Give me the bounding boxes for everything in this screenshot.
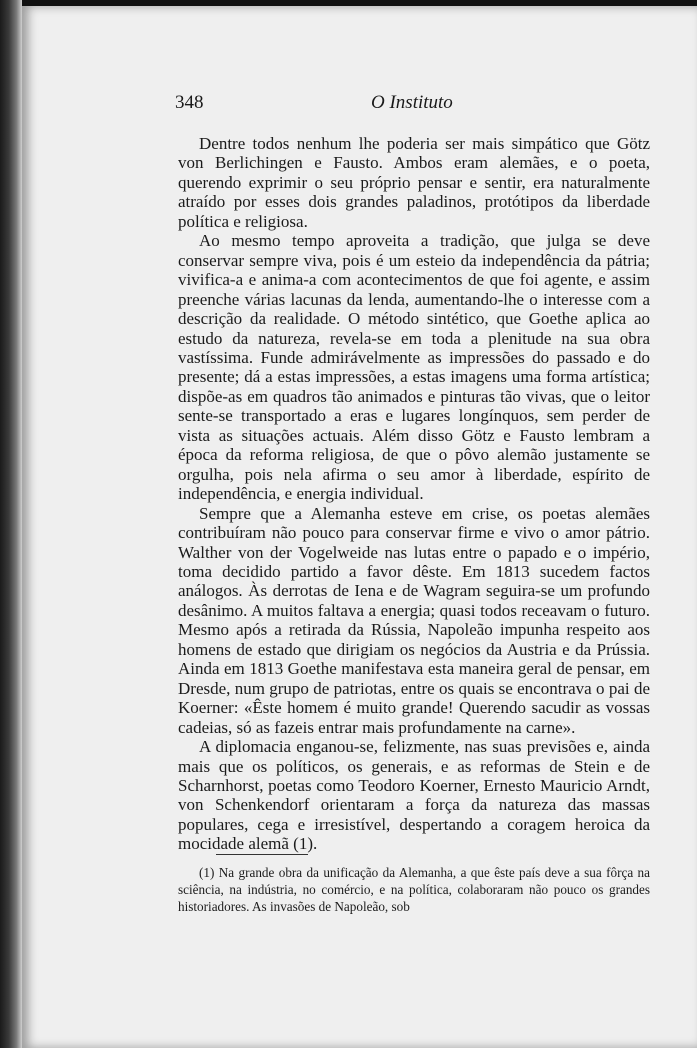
book-page	[22, 6, 697, 1048]
footnote: (1) Na grande obra da unificação da Alemanha, a que êste país deve a sua fôrça na sciência, na indústria, no comércio, e na política, colaboraram não pouco os grandes historiadores. As invasões de Napoleão, sob	[178, 865, 650, 914]
paragraph: A diplomacia enganou-se, felizmente, nas suas previsões e, ainda mais que os políticos, os generais, e as reformas de Stein e de Scharnhorst, poetas como Teodoro Koerner, Ernesto Mauricio Arndt, von Schenkendorf orientaram a força da natureza das massas populares, cega e irresistível, despertando a coragem heroica da mocidade alemã (1).	[178, 737, 650, 854]
body-text	[178, 134, 650, 854]
book-spine-shadow	[0, 0, 22, 1048]
paragraph: Sempre que a Alemanha esteve em crise, os poetas alemães contribuíram não pouco para conservar firme e vivo o amor pátrio. Walther von der Vogelweide nas lutas entre o papado e o império, toma decidido partido a favor dêste. Em 1813 sucedem factos análogos. Às derrotas de Iena e de Wagram seguira-se um profundo desânimo. A muitos faltava a energia; quasi todos receavam o futuro. Mesmo após a retirada da Rússia, Napoleão impunha respeito aos homens de estado que dirigiam os negócios da Austria e da Prússia. Ainda em 1813 Goethe manifestava esta maneira geral de pensar, em Dresde, num grupo de patriotas, entre os quais se encontrava o pai de Koerner: «Êste homem é muito grande! Querendo sacudir as vossas cadeias, só as fazeis entrar mais profundamente na carne».	[178, 503, 650, 737]
running-title: O Instituto	[371, 92, 453, 113]
page-number: 348	[175, 92, 204, 113]
paragraph: Dentre todos nenhum lhe poderia ser mais simpático que Götz von Berlichingen e Fausto. Ambos eram alemães, e o poeta, querendo exprimir o seu próprio pensar e sentir, era naturalmente atraído por esses dois grandes paladinos, protótipos da liberdade política e religiosa.	[178, 134, 650, 231]
footnote-divider	[216, 854, 308, 855]
paragraph: Ao mesmo tempo aproveita a tradição, que julga se deve conservar sempre viva, pois é um esteio da independência da pátria; vivifica-a e anima-a com acontecimentos de que foi agente, e assim preenche várias lacunas da lenda, aumentando-lhe o interesse com a descrição da realidade. O método sintético, que Goethe aplica ao estudo da natureza, revela-se em toda a plenitude na sua obra vastíssima. Funde admirávelmente as impressões do passado e do presente; dá a estas impressões, a estas imagens uma forma artística; dispõe-as em quadros tão animados e pinturas tão vivas, que o leitor sente-se transportado a eras e lugares longínquos, sem perder de vista as situações actuais. Além disso Götz e Fausto lembram a época da reforma religiosa, de que o pôvo alemão justamente se orgulha, pois nela afirma o seu amor à liberdade, espírito de independência, e energia individual.	[178, 231, 650, 504]
